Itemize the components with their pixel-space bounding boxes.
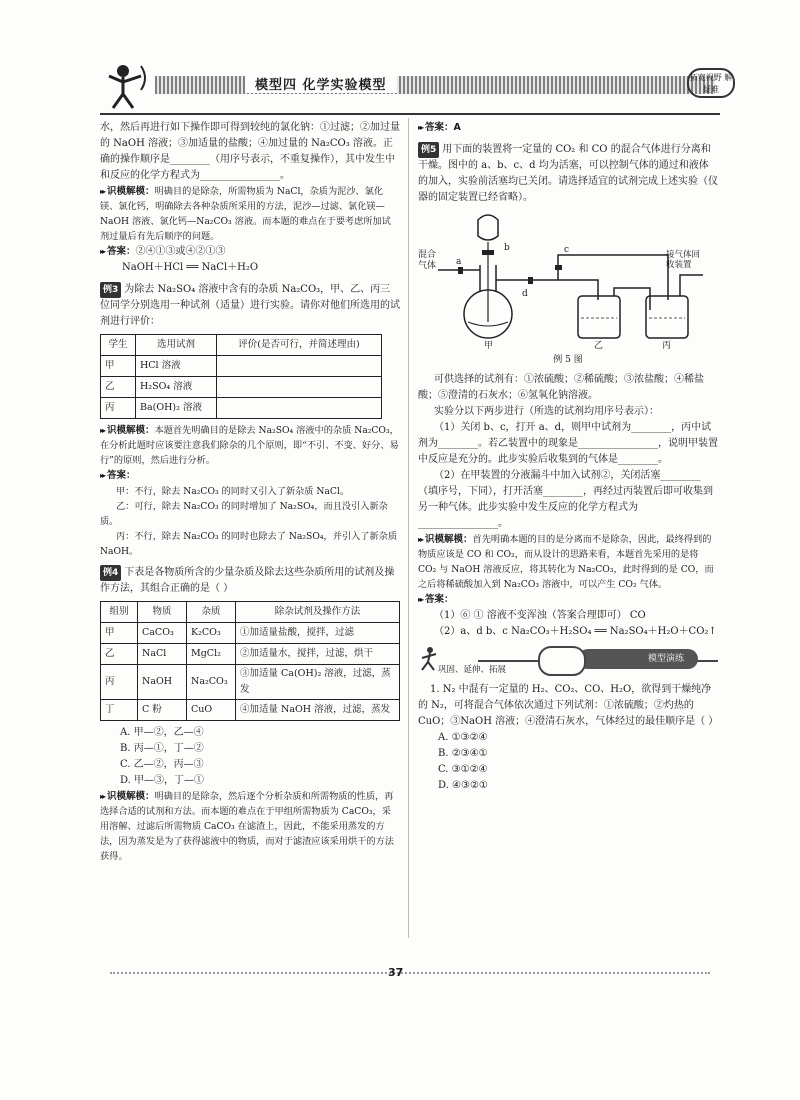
table-header-cell: 评价(是否可行，并简述理由) bbox=[217, 335, 382, 356]
option-c[interactable]: C. 乙—②，丙—③ bbox=[120, 759, 204, 770]
model-analysis-4 bbox=[418, 532, 718, 592]
table-cell: K₂CO₃ bbox=[187, 623, 236, 644]
answer-5-label bbox=[418, 592, 718, 608]
table-row bbox=[101, 398, 382, 419]
table-cell: H₂SO₄ 溶液 bbox=[136, 377, 217, 398]
page-number: 37 bbox=[388, 966, 404, 979]
question-4-number: 例4 bbox=[100, 565, 121, 581]
answer-2b: 乙：可行，除去 Na₂CO₃ 的同时增加了 Na₂SO₄，而且没引入新杂质。 bbox=[100, 501, 388, 527]
stopcock-d-icon bbox=[528, 277, 533, 284]
table-cell: ③加适量 Ca(OH)₂ 溶液，过滤，蒸发 bbox=[236, 665, 400, 700]
table-header-cell: 杂质 bbox=[187, 602, 236, 623]
question-3-number: 例3 bbox=[100, 282, 121, 298]
question-3 bbox=[100, 282, 400, 330]
label-d: d bbox=[522, 289, 528, 299]
separatory-funnel bbox=[478, 215, 498, 240]
option-d[interactable]: D. 甲—③，丁—① bbox=[120, 775, 205, 786]
runner-icon bbox=[418, 646, 440, 672]
table-cell: 丙 bbox=[101, 665, 138, 700]
model-analysis-1 bbox=[100, 184, 400, 244]
model-text-1: 明确目的是除杂，所需物质为 NaCl，杂质为泥沙、氯化镁、氯化钙，明确除去各种杂质所采用的方法，泥沙—过滤、氯化镁—NaOH 溶液、氯化钙—Na₂CO₃ 溶液。而本题的难点在于要考虑所加试剂过量后有先后顺序的问题。 bbox=[100, 186, 391, 242]
header-badge: 拓宽视野 解疑难 bbox=[687, 68, 735, 98]
table-cell: Na₂CO₃ bbox=[187, 665, 236, 700]
bottle-yi bbox=[578, 296, 620, 338]
table-row bbox=[101, 356, 382, 377]
question-3-text: 为除去 Na₂SO₄ 溶液中含有的杂质 Na₂CO₃，甲、乙、丙三位同学分别选用一种试剂（适量）进行实验。请你对他们所选用的试剂进行评价： bbox=[100, 284, 400, 327]
table-row bbox=[101, 623, 400, 644]
answer-tag: ▸▸ 答案： bbox=[418, 594, 454, 605]
table-cell: CuO bbox=[187, 700, 236, 721]
header-band bbox=[155, 76, 715, 94]
answer-2-label bbox=[100, 468, 400, 484]
stopcock-c-icon bbox=[555, 265, 562, 270]
bottle-bing bbox=[646, 296, 688, 338]
model-tag: ▸▸ 识模解模： bbox=[100, 186, 155, 197]
header-rule bbox=[100, 113, 720, 115]
label-b: b bbox=[504, 243, 510, 253]
answer-tag: ▸▸ 答案： bbox=[100, 470, 136, 481]
right-column bbox=[418, 120, 718, 794]
table-header-cell: 物质 bbox=[138, 602, 187, 623]
table-header-row bbox=[101, 602, 400, 623]
table-cell: NaOH bbox=[138, 665, 187, 700]
table-cell: CaCO₃ bbox=[138, 623, 187, 644]
table-cell: 乙 bbox=[101, 377, 136, 398]
header-title: 模型四 化学实验模型 bbox=[245, 74, 397, 93]
section-text: 巩固、延伸、拓展 bbox=[438, 665, 507, 675]
table-cell: 甲 bbox=[101, 356, 136, 377]
table-cell: NaCl bbox=[138, 644, 187, 665]
label-jia: 甲 bbox=[484, 341, 494, 351]
intro-paragraph: 水，然后再进行如下操作即可得到较纯的氯化钠：①过滤；②加过量的 NaOH 溶液；③加适量的盐酸；④加过量的 Na₂CO₃ 溶液。正确的操作顺序是________（用序号表示，不重复操作），其中发生中和反应的化学方程式为________________。 bbox=[100, 122, 400, 181]
table-header-cell: 除杂试剂及操作方法 bbox=[236, 602, 400, 623]
steps-intro: 实验分以下两步进行（所选的试剂均用序号表示）： bbox=[434, 406, 659, 417]
table-row bbox=[101, 700, 400, 721]
question-5-text: 用下面的装置将一定量的 CO₂ 和 CO 的混合气体进行分离和干燥。图中的 a、b、c、d 均为活塞，可以控制气体的通过和液体的加入，实验前活塞均已关闭。请选择适宜的试剂完成上述实验（仪器的固定装置已经省略）。 bbox=[418, 144, 718, 203]
answer-top-text: ▸▸ 答案：A bbox=[418, 122, 461, 133]
answer-5a: （1）⑥ ① 溶液不变浑浊（答案合理即可） CO bbox=[434, 610, 646, 621]
answer-1-text: ②④①③或④②①③ bbox=[135, 246, 226, 257]
table-cell: 甲 bbox=[101, 623, 138, 644]
model-analysis-2 bbox=[100, 423, 400, 468]
option-b[interactable]: B. ②③④① bbox=[438, 748, 488, 759]
table-cell: C 粉 bbox=[138, 700, 187, 721]
table-cell: HCl 溶液 bbox=[136, 356, 217, 377]
answer-1-equation: NaOH＋HCl ══ NaCl＋H₂O bbox=[122, 262, 259, 273]
practice-section-bar bbox=[418, 646, 718, 676]
table-cell: ①加适量盐酸，搅拌，过滤 bbox=[236, 623, 400, 644]
label-c: c bbox=[564, 245, 570, 255]
section-circle bbox=[538, 646, 586, 676]
question-4 bbox=[100, 565, 400, 597]
answer-5b: （2）a、d b、c Na₂CO₃＋H₂SO₄ ══ Na₂SO₄＋H₂O＋CO₂↑ bbox=[434, 626, 717, 637]
apparatus-figure bbox=[418, 210, 708, 350]
archer-figure-icon bbox=[101, 62, 151, 110]
model-analysis-3 bbox=[100, 789, 400, 864]
section-pill: 模型演练 bbox=[578, 649, 698, 669]
step-2: （2）在甲装置的分液漏斗中加入试剂②，关闭活塞________（填序号，下同），打开活塞________，再经过丙装置后即可收集到另一种气体。此步实验中发生反应的化学方程式为________________。 bbox=[418, 470, 713, 529]
answer-1 bbox=[100, 244, 400, 260]
column-divider bbox=[408, 118, 409, 938]
table-cell: 乙 bbox=[101, 644, 138, 665]
table-cell bbox=[217, 398, 382, 419]
label-bing: 丙 bbox=[662, 341, 672, 351]
model-tag: ▸▸ 识模解模： bbox=[100, 791, 155, 802]
model-tag: ▸▸ 识模解模： bbox=[100, 425, 155, 436]
answer-2c: 丙：不行，除去 Na₂CO₃ 的同时也除去了 Na₂SO₄，并引入了新杂质 NaOH。 bbox=[100, 531, 398, 557]
model-text-3: 明确目的是除杂，然后逐个分析杂质和所需物质的性质，再选择合适的试剂和方法。而本题的难点在于甲组所需物质为 CaCO₃，采用溶解、过滤后所需物质 CaCO₃ 在滤渣上，因此，不能采用蒸发的方法，因为蒸发是为了获得滤液中的物质，而对于滤渣应该采用烘干的方法获得。 bbox=[100, 791, 394, 862]
table-cell: ④加适量 NaOH 溶液，过滤，蒸发 bbox=[236, 700, 400, 721]
answer-top bbox=[418, 120, 718, 136]
table-header-cell: 选用试剂 bbox=[136, 335, 217, 356]
apparatus-diagram bbox=[418, 210, 708, 350]
model-text-2: 本题首先明确目的是除去 Na₂SO₄ 溶液中的杂质 Na₂CO₃，在分析此题时应该要注意我们除杂的几个原则，即“不引、不变、好分、易行”的原则，然后进行分析。 bbox=[100, 425, 399, 466]
page-header bbox=[95, 62, 735, 110]
table-cell: 丙 bbox=[101, 398, 136, 419]
label-yi: 乙 bbox=[594, 341, 604, 351]
table-cell: ②加适量水，搅拌，过滤，烘干 bbox=[236, 644, 400, 665]
model-text-4: 首先明确本题的目的是分离而不是除杂，因此，最终得到的物质应该是 CO 和 CO₂，而从设计的思路来看，本题首先采用的是将 CO₂ 与 NaOH 溶液反应，将其转化为 Na₂CO₃，此时得到的是 CO，而之后将稀硫酸加入到 Na₂CO₃ 溶液中，可以产生 CO₂ 气体。 bbox=[418, 534, 714, 590]
table-header-row bbox=[101, 335, 382, 356]
option-d[interactable]: D. ④③②① bbox=[438, 780, 488, 791]
option-a[interactable]: A. 甲—②，乙—④ bbox=[120, 727, 204, 738]
option-a[interactable]: A. ①③②④ bbox=[438, 732, 488, 743]
left-column bbox=[100, 120, 400, 864]
question-4-options bbox=[100, 725, 400, 789]
stopcock-b-icon bbox=[482, 250, 494, 255]
table-cell: MgCl₂ bbox=[187, 644, 236, 665]
table-cell: 丁 bbox=[101, 700, 138, 721]
exercise-1-options bbox=[418, 730, 718, 794]
table-row bbox=[101, 644, 400, 665]
reagent-list: 可供选择的试剂有：①浓硫酸；②稀硫酸；③浓盐酸；④稀盐酸；⑤澄清的石灰水；⑥氢氧化钠溶液。 bbox=[418, 374, 704, 401]
label-collect: 接气体回收装置 bbox=[666, 250, 701, 270]
answer-tag: ▸▸ 答案： bbox=[100, 246, 136, 257]
question-5-number: 例5 bbox=[418, 142, 439, 158]
impurity-table bbox=[100, 601, 400, 721]
table-header-cell: 组别 bbox=[101, 602, 138, 623]
exercise-1: 1. N₂ 中混有一定量的 H₂、CO₂、CO、H₂O，欲得到干燥纯净的 N₂，可将混合气体依次通过下列试剂：①浓硫酸；②灼热的 CuO；③NaOH 溶液；④澄清石灰水，气体经过的最佳顺序是（ ） bbox=[418, 684, 719, 727]
question-5 bbox=[418, 142, 718, 206]
option-c[interactable]: C. ③①②④ bbox=[438, 764, 488, 775]
table-cell bbox=[217, 356, 382, 377]
table-cell bbox=[217, 377, 382, 398]
figure-caption: 例 5 图 bbox=[553, 355, 583, 365]
table-header-cell: 学生 bbox=[101, 335, 136, 356]
option-b[interactable]: B. 丙—①，丁—② bbox=[120, 743, 204, 754]
step-1: （1）关闭 b、c，打开 a、d，则甲中试剂为________，丙中试剂为________。若乙装置中的现象是________________，说明甲装置中反应是充分的。此步实验后收集到的气体是________。 bbox=[418, 422, 718, 465]
footer-rule bbox=[110, 972, 710, 974]
label-a: a bbox=[456, 257, 462, 267]
label-mix-gas: 混合气体 bbox=[418, 250, 437, 271]
table-row bbox=[101, 377, 382, 398]
table-row bbox=[101, 665, 400, 700]
answer-2a: 甲：不行，除去 Na₂CO₃ 的同时又引入了新杂质 NaCl。 bbox=[116, 486, 350, 497]
model-tag: ▸▸ 识模解模： bbox=[418, 534, 473, 545]
question-4-text: 下表是各物质所含的少量杂质及除去这些杂质所用的试剂及操作方法，其组合正确的是（ ） bbox=[100, 567, 395, 594]
evaluation-table bbox=[100, 334, 382, 419]
table-cell: Ba(OH)₂ 溶液 bbox=[136, 398, 217, 419]
